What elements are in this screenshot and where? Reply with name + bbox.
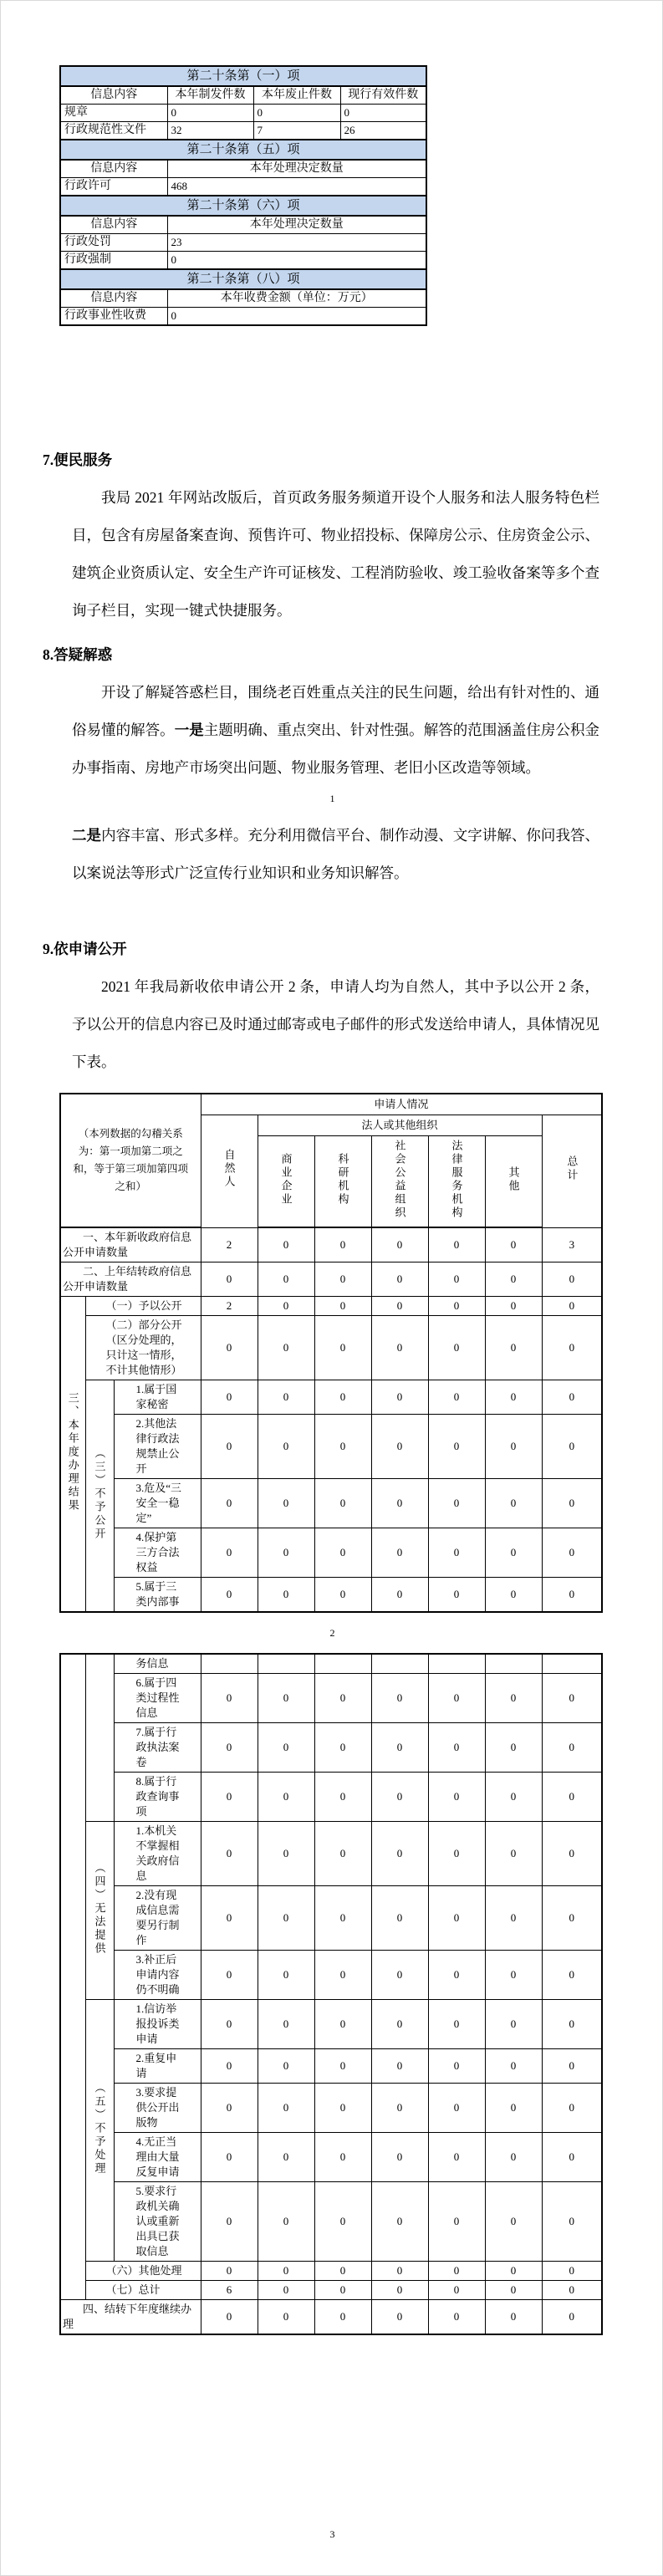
- table-row: [60, 1578, 602, 1613]
- value-cell: 0: [428, 1951, 485, 2000]
- value-cell: 0: [485, 1227, 542, 1262]
- column-group-header-legal-person: 法人或其他组织: [258, 1115, 542, 1136]
- section-header-cell: 第二十条第（八）项: [60, 269, 426, 289]
- value-cell: 0: [201, 2133, 258, 2182]
- value-cell: 0: [201, 1674, 258, 1723]
- table-row: [60, 2000, 602, 2049]
- page-number: 2: [329, 1627, 335, 1639]
- value-cell: 0: [201, 1316, 258, 1380]
- value-cell: 0: [485, 2049, 542, 2084]
- table-section-header: [60, 66, 426, 86]
- value-cell: 0: [371, 1227, 428, 1262]
- row-label: 行政处罚: [60, 234, 167, 252]
- value-cell: 0: [485, 1415, 542, 1479]
- article20-table: [59, 65, 427, 326]
- row-label: （一）予以公开: [85, 1297, 201, 1316]
- value-cell: 2: [201, 1297, 258, 1316]
- value-cell: 0: [428, 2084, 485, 2133]
- row-label: 行政许可: [60, 178, 167, 196]
- table-note: （本列数据的勾稽关系为：第一项加第二项之和，等于第三项加第四项之和）: [60, 1094, 201, 1227]
- value-cell: 0: [542, 1886, 602, 1951]
- value-cell: 0: [314, 1951, 371, 2000]
- value-cell: 0: [314, 2049, 371, 2084]
- value-cell: 0: [258, 2084, 314, 2133]
- value-cell: 0: [485, 1951, 542, 2000]
- value-cell: 0: [201, 2000, 258, 2049]
- value-cell: 0: [201, 2262, 258, 2281]
- emphasis-text: 一是: [174, 722, 204, 738]
- table-row: [60, 2281, 602, 2300]
- paragraph: [72, 674, 599, 787]
- table-row: [60, 1316, 602, 1380]
- value-cell: 0: [542, 1415, 602, 1479]
- value-cell: 0: [371, 1822, 428, 1886]
- table-row: [60, 2262, 602, 2281]
- column-header: 商业企业: [258, 1136, 314, 1228]
- paragraph: [72, 817, 599, 892]
- value-cell: 0: [201, 1380, 258, 1415]
- value-cell: [485, 1654, 542, 1674]
- value-cell: 0: [258, 1262, 314, 1297]
- column-header: 信息内容: [60, 160, 167, 178]
- value-cell: 0: [167, 105, 253, 122]
- table-row: [60, 1773, 602, 1822]
- column-header: 信息内容: [60, 216, 167, 234]
- value-cell: 0: [428, 1723, 485, 1773]
- value-cell: 0: [542, 2300, 602, 2335]
- row-label: 4.无正当理由大量反复申请: [114, 2133, 201, 2182]
- value-cell: 0: [314, 2182, 371, 2262]
- table-header-row: [60, 216, 426, 234]
- value-cell: 0: [201, 1415, 258, 1479]
- table-row: [60, 1674, 602, 1723]
- table-row: [60, 1886, 602, 1951]
- column-header: 本年制发件数: [167, 86, 253, 105]
- value-cell: 0: [428, 2000, 485, 2049]
- value-cell: 0: [371, 2300, 428, 2335]
- table-row: [60, 1822, 602, 1886]
- paragraph-text: 内容丰富、形式多样。充分利用微信平台、制作动漫、文字讲解、你问我答、以案说法等形式广泛宣传行业知识和业务知识解答。: [72, 827, 600, 881]
- column-header-total: 总计: [542, 1115, 602, 1228]
- value-cell: 0: [428, 1773, 485, 1822]
- column-header: 现行有效件数: [340, 86, 426, 105]
- value-cell: 0: [485, 1528, 542, 1578]
- value-cell: 0: [485, 1886, 542, 1951]
- value-cell: 0: [542, 1578, 602, 1613]
- value-cell: 0: [167, 308, 426, 326]
- value-cell: 0: [542, 1479, 602, 1528]
- row-label: 3.要求提供公开出版物: [114, 2084, 201, 2133]
- value-cell: 0: [371, 1951, 428, 2000]
- table-row: [60, 252, 426, 270]
- value-cell: 0: [542, 1723, 602, 1773]
- value-cell: 0: [371, 2133, 428, 2182]
- value-cell: 0: [485, 1674, 542, 1723]
- value-cell: 0: [428, 1227, 485, 1262]
- value-cell: 0: [258, 1227, 314, 1262]
- value-cell: 2: [201, 1227, 258, 1262]
- paragraph-text: 开设了解疑答惑栏目，围绕老百姓重点关注的民生问题，给出有针对性的、通俗易懂的解答。: [72, 684, 599, 738]
- row-label: 6.属于四类过程性信息: [114, 1674, 201, 1723]
- value-cell: 0: [314, 1262, 371, 1297]
- table-row: [60, 1528, 602, 1578]
- table-row: [60, 1297, 602, 1316]
- row-group-label-refused: （三）不予公开: [85, 1380, 114, 1613]
- value-cell: 0: [201, 1822, 258, 1886]
- column-header: 法律服务机构: [428, 1136, 485, 1228]
- column-header-natural-person: 自然人: [201, 1115, 258, 1228]
- column-header: 本年处理决定数量: [167, 216, 426, 234]
- section-header-cell: 第二十条第（五）项: [60, 140, 426, 160]
- value-cell: 0: [258, 2000, 314, 2049]
- value-cell: 32: [167, 122, 253, 140]
- table-row: [60, 1723, 602, 1773]
- value-cell: 0: [485, 1316, 542, 1380]
- value-cell: 0: [201, 1723, 258, 1773]
- value-cell: 0: [428, 1886, 485, 1951]
- column-header: 其他: [485, 1136, 542, 1228]
- value-cell: 0: [428, 2133, 485, 2182]
- value-cell: 0: [314, 1227, 371, 1262]
- value-cell: 0: [258, 1297, 314, 1316]
- value-cell: 3: [542, 1227, 602, 1262]
- row-label: 1.属于国家秘密: [114, 1380, 201, 1415]
- value-cell: 0: [485, 2084, 542, 2133]
- value-cell: 0: [371, 1479, 428, 1528]
- value-cell: 0: [314, 2133, 371, 2182]
- value-cell: 0: [428, 1822, 485, 1886]
- value-cell: 0: [542, 1822, 602, 1886]
- value-cell: 0: [542, 2000, 602, 2049]
- value-cell: 468: [167, 178, 426, 196]
- row-label: （六）其他处理: [85, 2262, 201, 2281]
- row-label: 5.要求行政机关确认或重新出具已获取信息: [114, 2182, 201, 2262]
- table-row: [60, 1479, 602, 1528]
- value-cell: 0: [485, 2133, 542, 2182]
- column-header: 本年废止件数: [253, 86, 340, 105]
- column-header: 科研机构: [314, 1136, 371, 1228]
- value-cell: 0: [201, 2182, 258, 2262]
- table-row: [60, 1262, 602, 1297]
- table-section-header: [60, 196, 426, 216]
- value-cell: 0: [485, 1297, 542, 1316]
- row-label: 2.没有现成信息需要另行制作: [114, 1886, 201, 1951]
- value-cell: 0: [253, 105, 340, 122]
- section-header-cell: 第二十条第（一）项: [60, 66, 426, 86]
- value-cell: 0: [371, 2000, 428, 2049]
- row-group-label-results: 三、本年度办理结果: [60, 1297, 85, 1613]
- value-cell: 0: [340, 105, 426, 122]
- value-cell: 0: [542, 2133, 602, 2182]
- value-cell: 0: [485, 2182, 542, 2262]
- value-cell: 0: [542, 1528, 602, 1578]
- row-group-label-results-continued: [60, 1654, 85, 2300]
- row-label-continuation: 务信息: [114, 1654, 201, 1674]
- row-label: 行政规范性文件: [60, 122, 167, 140]
- value-cell: 0: [371, 1674, 428, 1723]
- paragraph-text: 主题明确、重点突出、针对性强。解答的范围涵盖住房公积金办事指南、房地产市场突出问题、物业服务管理、老旧小区改造等领域。: [72, 722, 600, 776]
- value-cell: 0: [542, 2262, 602, 2281]
- row-label: 二、上年结转政府信息公开申请数量: [60, 1262, 201, 1297]
- value-cell: 0: [428, 2262, 485, 2281]
- row-label: 3.危及“三安全一稳定”: [114, 1479, 201, 1528]
- value-cell: 0: [314, 2300, 371, 2335]
- table-section-header: [60, 269, 426, 289]
- value-cell: 0: [258, 1528, 314, 1578]
- value-cell: 0: [258, 2300, 314, 2335]
- value-cell: 0: [258, 2133, 314, 2182]
- value-cell: 0: [428, 2049, 485, 2084]
- table-header-row: [60, 160, 426, 178]
- value-cell: 0: [428, 2300, 485, 2335]
- table-header-row: [60, 86, 426, 105]
- value-cell: 0: [258, 1951, 314, 2000]
- value-cell: 0: [428, 1528, 485, 1578]
- column-header: 本年处理决定数量: [167, 160, 426, 178]
- column-header: 本年收费金额（单位：万元）: [167, 289, 426, 308]
- value-cell: [201, 1654, 258, 1674]
- row-label: 行政强制: [60, 252, 167, 270]
- table-row: [60, 178, 426, 196]
- table-row: [60, 105, 426, 122]
- row-group-label-refused-continued: [85, 1654, 114, 1822]
- table-row: [60, 1380, 602, 1415]
- table-section-header: [60, 140, 426, 160]
- table-row: [60, 122, 426, 140]
- request-table-part2: [59, 1653, 603, 2335]
- table-row: [60, 234, 426, 252]
- value-cell: 0: [314, 1723, 371, 1773]
- column-header: 信息内容: [60, 289, 167, 308]
- table-row: [60, 2084, 602, 2133]
- value-cell: 0: [314, 1773, 371, 1822]
- value-cell: 0: [201, 1951, 258, 2000]
- value-cell: 0: [428, 1674, 485, 1723]
- row-label: 四、结转下年度继续办理: [60, 2300, 201, 2335]
- value-cell: 0: [371, 1316, 428, 1380]
- value-cell: 0: [201, 2084, 258, 2133]
- value-cell: 0: [428, 1479, 485, 1528]
- row-group-label-unable-to-provide: （四）无法提供: [85, 1822, 114, 2000]
- value-cell: 0: [371, 1578, 428, 1613]
- value-cell: 0: [428, 2281, 485, 2300]
- value-cell: 0: [258, 1578, 314, 1613]
- value-cell: [542, 1654, 602, 1674]
- value-cell: 0: [542, 2182, 602, 2262]
- value-cell: 0: [485, 2262, 542, 2281]
- table-row: [60, 2300, 602, 2335]
- row-label: （七）总计: [85, 2281, 201, 2300]
- value-cell: 0: [201, 1528, 258, 1578]
- section-header-cell: 第二十条第（六）项: [60, 196, 426, 216]
- value-cell: 0: [542, 1380, 602, 1415]
- value-cell: [314, 1654, 371, 1674]
- row-label: 2.其他法律行政法规禁止公开: [114, 1415, 201, 1479]
- value-cell: 0: [428, 1578, 485, 1613]
- value-cell: 0: [201, 1578, 258, 1613]
- value-cell: 0: [428, 1316, 485, 1380]
- value-cell: 0: [485, 2281, 542, 2300]
- value-cell: 0: [485, 1380, 542, 1415]
- value-cell: 0: [258, 1380, 314, 1415]
- value-cell: 0: [258, 1316, 314, 1380]
- value-cell: 0: [258, 2049, 314, 2084]
- value-cell: 0: [371, 1886, 428, 1951]
- value-cell: 0: [371, 2084, 428, 2133]
- value-cell: 0: [485, 2000, 542, 2049]
- value-cell: [428, 1654, 485, 1674]
- value-cell: 0: [258, 1415, 314, 1479]
- value-cell: 0: [314, 1316, 371, 1380]
- value-cell: 0: [371, 1262, 428, 1297]
- emphasis-text: 二是: [72, 827, 102, 844]
- table-row: [60, 1227, 602, 1262]
- value-cell: 0: [258, 1822, 314, 1886]
- row-label: 行政事业性收费: [60, 308, 167, 326]
- value-cell: 0: [542, 2281, 602, 2300]
- value-cell: 0: [485, 1723, 542, 1773]
- column-header: 社会公益组织: [371, 1136, 428, 1228]
- value-cell: [371, 1654, 428, 1674]
- value-cell: 0: [314, 1578, 371, 1613]
- row-label: 规章: [60, 105, 167, 122]
- value-cell: 0: [542, 1951, 602, 2000]
- value-cell: 0: [314, 2281, 371, 2300]
- row-label: 7.属于行政执法案卷: [114, 1723, 201, 1773]
- value-cell: 0: [371, 2262, 428, 2281]
- column-header: 信息内容: [60, 86, 167, 105]
- row-label: 4.保护第三方合法权益: [114, 1528, 201, 1578]
- value-cell: 0: [371, 1297, 428, 1316]
- value-cell: 0: [485, 1822, 542, 1886]
- value-cell: 23: [167, 234, 426, 252]
- value-cell: 0: [314, 1886, 371, 1951]
- value-cell: 0: [371, 1528, 428, 1578]
- value-cell: 0: [314, 2084, 371, 2133]
- row-label: 8.属于行政查询事项: [114, 1773, 201, 1822]
- value-cell: 0: [542, 1773, 602, 1822]
- value-cell: 0: [314, 1415, 371, 1479]
- section-heading-9: 9.依申请公开: [43, 941, 127, 957]
- value-cell: 0: [314, 2262, 371, 2281]
- row-label: 5.属于三类内部事: [114, 1578, 201, 1613]
- column-group-header: 申请人情况: [201, 1094, 602, 1115]
- value-cell: 0: [258, 1674, 314, 1723]
- value-cell: 0: [258, 2182, 314, 2262]
- value-cell: 0: [428, 1380, 485, 1415]
- table-row: [60, 1951, 602, 2000]
- row-label: 1.本机关不掌握相关政府信息: [114, 1822, 201, 1886]
- table-row: [60, 1415, 602, 1479]
- table-row: [60, 2182, 602, 2262]
- value-cell: 0: [314, 1822, 371, 1886]
- value-cell: 0: [371, 1380, 428, 1415]
- value-cell: 0: [428, 1262, 485, 1297]
- row-label: 一、本年新收政府信息公开申请数量: [60, 1227, 201, 1262]
- value-cell: 0: [371, 1773, 428, 1822]
- value-cell: 0: [371, 2281, 428, 2300]
- value-cell: 0: [314, 1479, 371, 1528]
- value-cell: 0: [485, 1479, 542, 1528]
- value-cell: 6: [201, 2281, 258, 2300]
- value-cell: 0: [371, 2182, 428, 2262]
- request-table-part1: [59, 1093, 603, 1613]
- value-cell: 0: [314, 1528, 371, 1578]
- header-row: [60, 1094, 602, 1115]
- table-row: [60, 1654, 602, 1674]
- section-heading-7: 7.便民服务: [43, 451, 113, 468]
- value-cell: 0: [201, 2049, 258, 2084]
- value-cell: 0: [258, 1773, 314, 1822]
- section-heading-8: 8.答疑解惑: [43, 646, 113, 663]
- value-cell: 0: [542, 2084, 602, 2133]
- value-cell: 0: [167, 252, 426, 270]
- table-header-row: [60, 289, 426, 308]
- value-cell: 0: [258, 2262, 314, 2281]
- value-cell: 0: [314, 2000, 371, 2049]
- value-cell: 0: [485, 1578, 542, 1613]
- value-cell: 0: [542, 1674, 602, 1723]
- page-number: 3: [329, 2528, 335, 2540]
- row-group-label-not-processed: （五）不予处理: [85, 2000, 114, 2262]
- value-cell: 0: [428, 1415, 485, 1479]
- value-cell: [258, 1654, 314, 1674]
- value-cell: 0: [371, 1415, 428, 1479]
- row-label: 2.重复申请: [114, 2049, 201, 2084]
- value-cell: 0: [542, 1262, 602, 1297]
- value-cell: 0: [485, 2300, 542, 2335]
- paragraph: 2021 年我局新收依申请公开 2 条，申请人均为自然人，其中予以公开 2 条，予以公开的信息内容已及时通过邮寄或电子邮件的形式发送给申请人，具体情况见下表。: [72, 978, 599, 1070]
- value-cell: 0: [371, 2049, 428, 2084]
- value-cell: 0: [371, 1723, 428, 1773]
- value-cell: 7: [253, 122, 340, 140]
- value-cell: 0: [314, 1297, 371, 1316]
- value-cell: 0: [258, 1886, 314, 1951]
- value-cell: 0: [428, 1297, 485, 1316]
- value-cell: 0: [201, 1773, 258, 1822]
- value-cell: 0: [542, 2049, 602, 2084]
- value-cell: 0: [485, 1773, 542, 1822]
- value-cell: 0: [485, 1262, 542, 1297]
- value-cell: 0: [201, 1262, 258, 1297]
- value-cell: 0: [542, 1297, 602, 1316]
- table-row: [60, 308, 426, 326]
- value-cell: 0: [542, 1316, 602, 1380]
- value-cell: 0: [258, 2281, 314, 2300]
- table-row: [60, 2133, 602, 2182]
- table-row: [60, 2049, 602, 2084]
- value-cell: 0: [201, 2300, 258, 2335]
- value-cell: 0: [258, 1479, 314, 1528]
- value-cell: 0: [201, 1886, 258, 1951]
- row-label: 1.信访举报投诉类申请: [114, 2000, 201, 2049]
- value-cell: 0: [258, 1723, 314, 1773]
- page-number: 1: [329, 793, 335, 804]
- row-label: 3.补正后申请内容仍不明确: [114, 1951, 201, 2000]
- paragraph: 我局 2021 年网站改版后，首页政务服务频道开设个人服务和法人服务特色栏目，包含有房屋备案查询、预售许可、物业招投标、保障房公示、住房资金公示、建筑企业资质认定、安全生产许可证核发、工程消防验收、竣工验收备案等多个查询子栏目，实现一键式快捷服务。: [72, 489, 599, 619]
- value-cell: 0: [201, 1479, 258, 1528]
- value-cell: 0: [428, 2182, 485, 2262]
- value-cell: 0: [314, 1674, 371, 1723]
- row-label: （二）部分公开（区分处理的，只计这一情形，不计其他情形）: [85, 1316, 201, 1380]
- value-cell: 0: [314, 1380, 371, 1415]
- value-cell: 26: [340, 122, 426, 140]
